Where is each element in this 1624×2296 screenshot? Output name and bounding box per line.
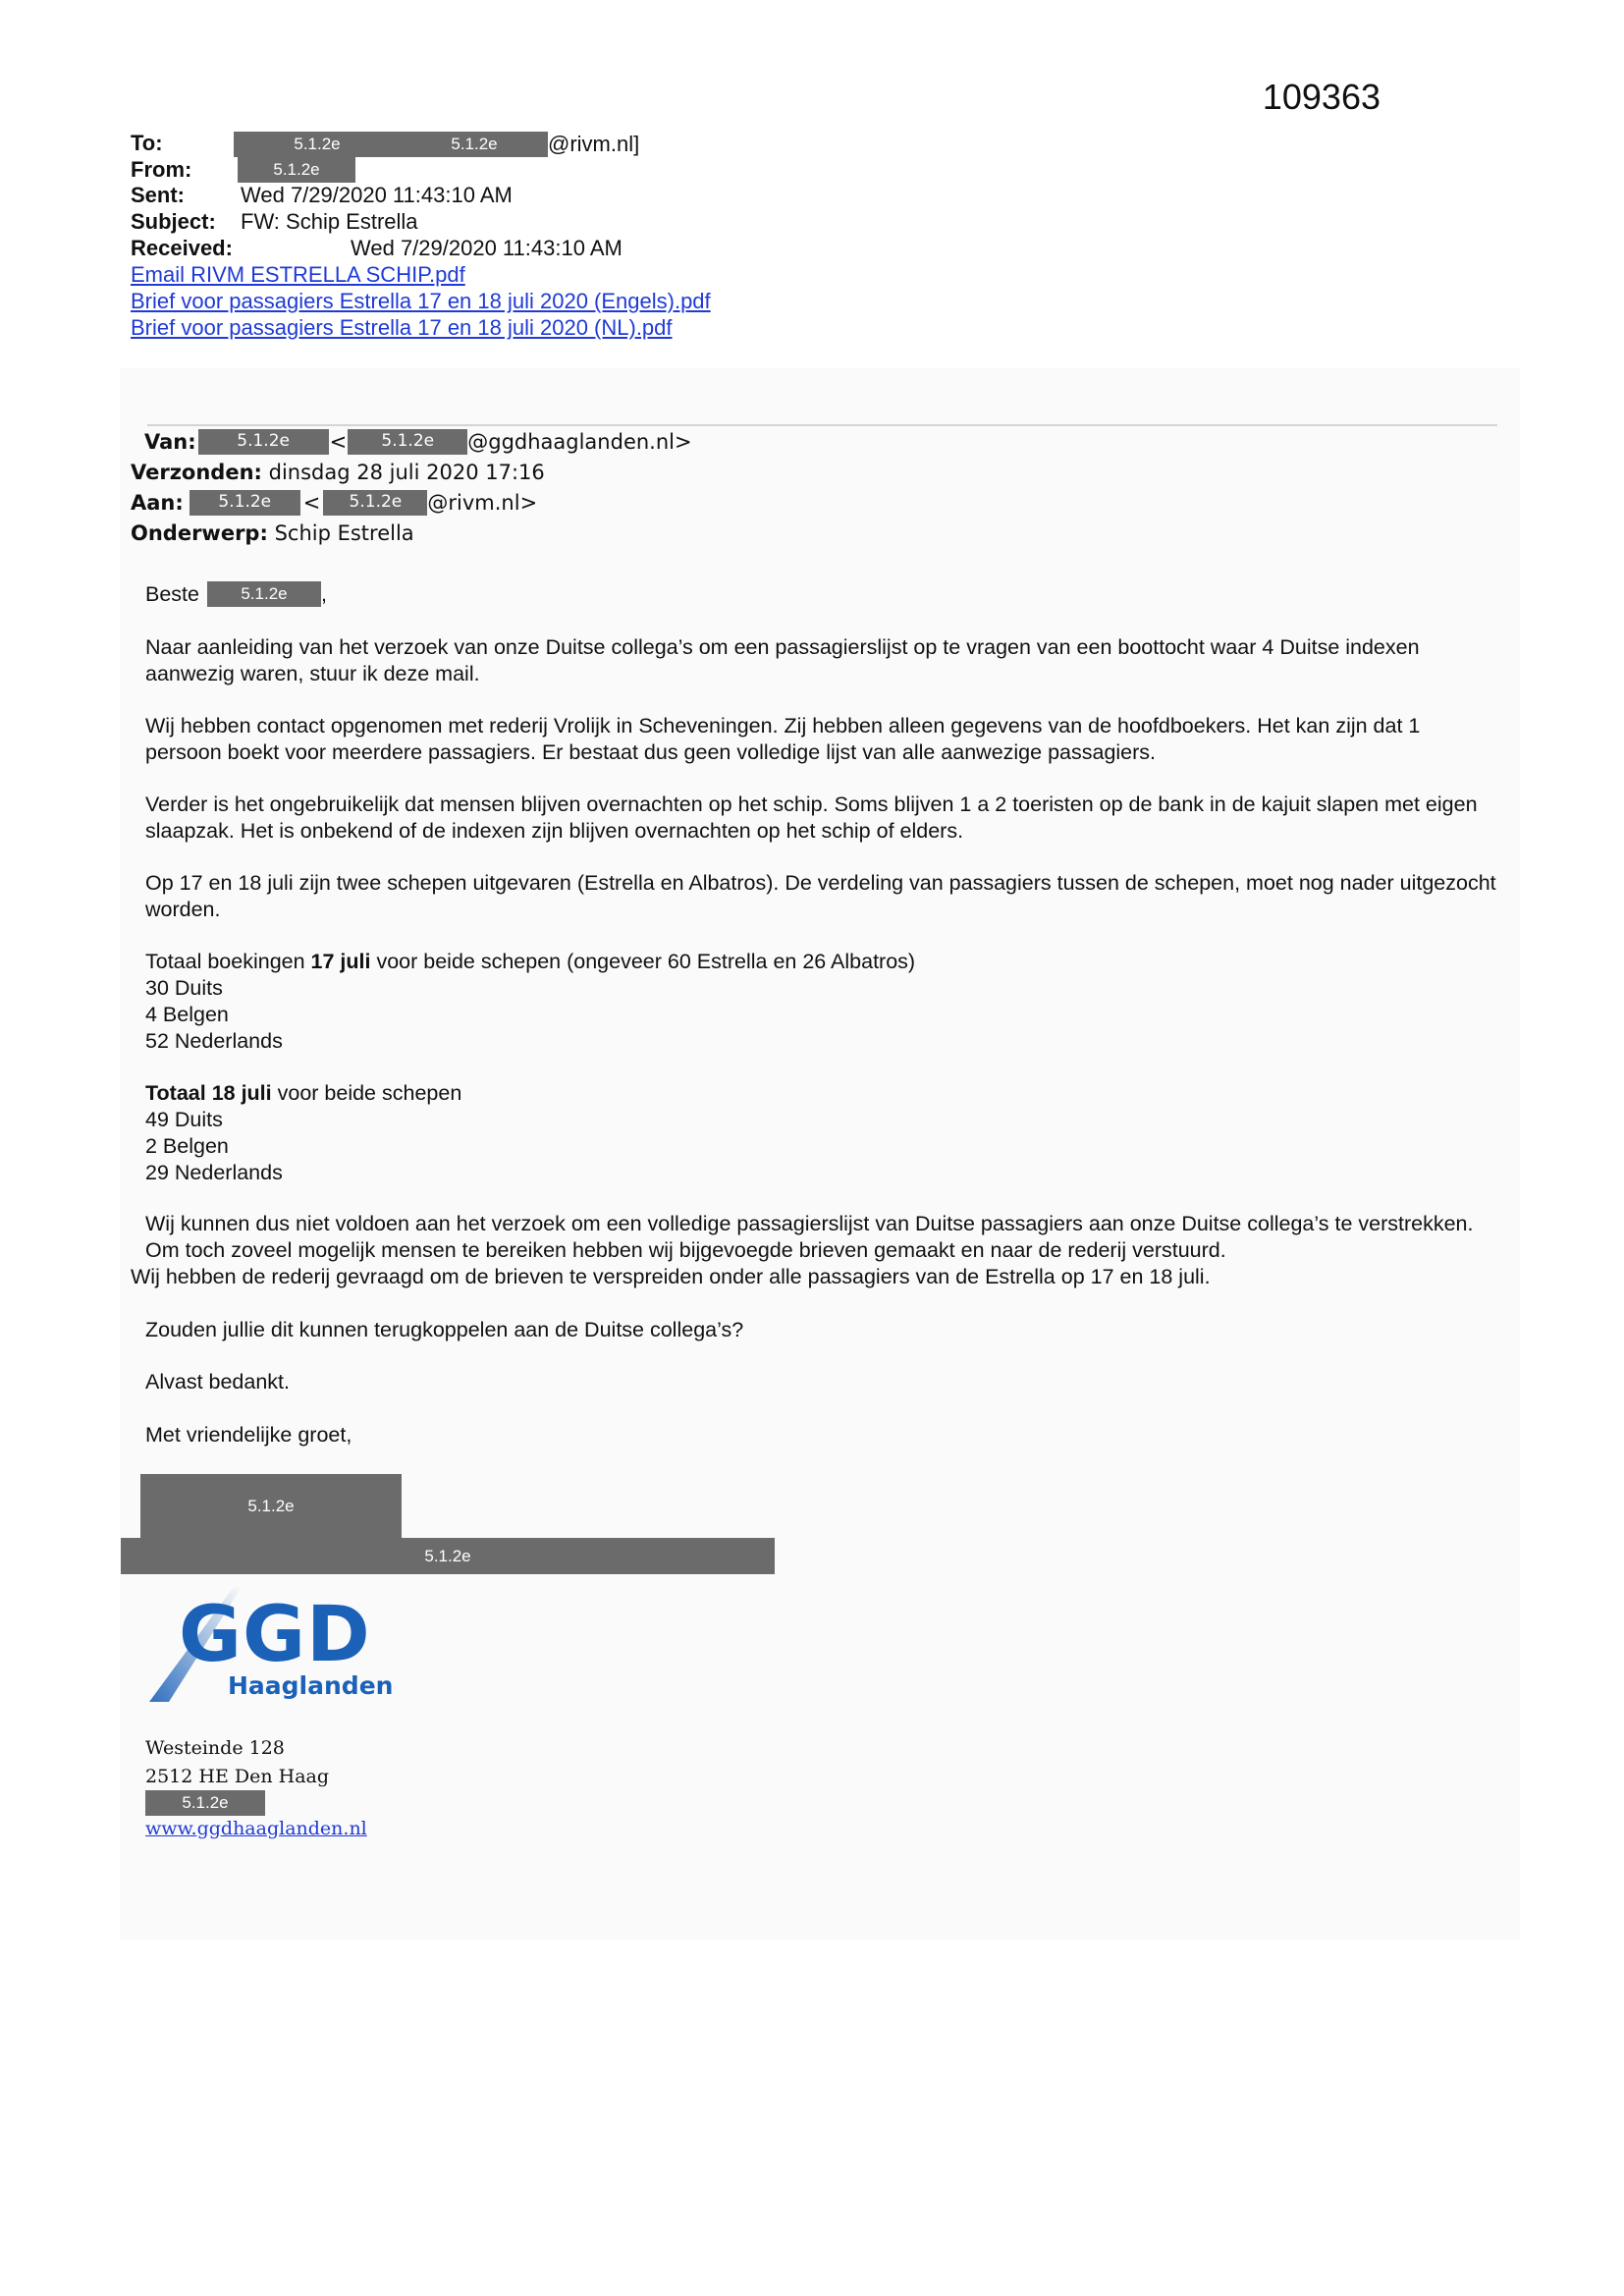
redaction-box: 5.1.2e <box>140 1474 402 1539</box>
document-number: 109363 <box>1262 77 1380 117</box>
to-domain: @rivm.nl] <box>548 132 640 156</box>
redaction-box: 5.1.2e <box>207 581 321 607</box>
aan-domain: @rivm.nl> <box>427 491 538 515</box>
verzonden-row <box>131 461 545 484</box>
aan-lt: < <box>302 491 321 515</box>
to-label: To: <box>131 131 163 155</box>
onderwerp-label: Onderwerp: <box>131 521 268 545</box>
header-separator <box>147 424 1497 426</box>
total-line: 29 Nederlands <box>145 1161 283 1184</box>
attachment-list <box>131 262 711 341</box>
aan-row <box>131 489 537 517</box>
paragraph-contact: Wij hebben contact opgenomen met rederij Vrolijk in Scheveningen. Zij hebben alleen gegevens van de hoofdboekers. Het kan zijn dat 1 persoon boekt voor meerdere passagiers. Er bestaat dus geen volledige lijst van alle aanwezige passagiers. <box>145 714 1421 764</box>
total-line: 49 Duits <box>145 1108 223 1131</box>
paragraph-ships: Op 17 en 18 juli zijn twee schepen uitgevaren (Estrella en Albatros). De verdeling van passagiers tussen de schepen, moet nog nader uitgezocht worden. <box>145 871 1496 921</box>
received-value: Wed 7/29/2020 11:43:10 AM <box>351 236 623 260</box>
closing: Met vriendelijke groet, <box>145 1423 352 1447</box>
attachment-link[interactable]: Brief voor passagiers Estrella 17 en 18 juli 2020 (Engels).pdf <box>131 289 711 313</box>
attachment-link[interactable]: Brief voor passagiers Estrella 17 en 18 juli 2020 (NL).pdf <box>131 315 673 340</box>
redaction-box: 5.1.2e <box>348 429 467 455</box>
paragraph-distribution: Wij hebben de rederij gevraagd om de brieven te verspreiden onder alle passagiers van de Estrella op 17 en 18 juli. <box>131 1265 1211 1288</box>
redaction-box: 5.1.2e <box>323 490 427 516</box>
outer-sent-row <box>131 183 185 208</box>
greeting-word: Beste <box>145 581 199 606</box>
van-label: Van: <box>144 430 196 454</box>
greeting-comma: , <box>320 581 327 606</box>
sent-label: Sent: <box>131 183 185 207</box>
from-value <box>238 157 355 181</box>
redaction-box: 5.1.2e <box>189 490 300 516</box>
ggd-haaglanden-logo <box>147 1579 403 1707</box>
from-label: From: <box>131 157 192 182</box>
paragraph-request: Naar aanleiding van het verzoek van onze Duitse collega’s om een passagierslijst op te vragen van een boottocht waar 4 Duitse indexen aanwezig waren, stuur ik deze mail. <box>145 635 1420 685</box>
subject-label: Subject: <box>131 209 216 234</box>
logo-subtitle: Haaglanden <box>228 1671 394 1700</box>
van-row <box>144 428 692 456</box>
signature-phone <box>145 1790 265 1816</box>
van-domain: @ggdhaaglanden.nl> <box>467 430 692 454</box>
aan-label: Aan: <box>131 491 184 515</box>
logo-mark: GGD <box>179 1591 371 1679</box>
to-value <box>234 131 639 158</box>
redaction-box: 5.1.2e <box>234 132 401 157</box>
signature-address <box>145 1734 329 1791</box>
total-line: 4 Belgen <box>145 1003 229 1026</box>
sent-value: Wed 7/29/2020 11:43:10 AM <box>241 183 513 207</box>
subject-value: FW: Schip Estrella <box>241 209 418 234</box>
outer-to-row <box>131 131 163 156</box>
greeting <box>145 580 1500 608</box>
paragraph-thanks: Alvast bedankt. <box>145 1370 291 1394</box>
address-street: Westeinde 128 <box>145 1737 285 1759</box>
redaction-box: 5.1.2e <box>401 132 548 157</box>
verzonden-value: dinsdag 28 juli 2020 17:16 <box>268 461 545 484</box>
redaction-box: 5.1.2e <box>145 1790 265 1816</box>
van-lt: < <box>329 430 348 454</box>
redaction-box: 5.1.2e <box>238 157 355 183</box>
outer-subject-row <box>131 209 216 235</box>
outer-from-row <box>131 157 191 183</box>
total-line: 30 Duits <box>145 976 223 1000</box>
website-link[interactable]: www.ggdhaaglanden.nl <box>145 1818 367 1839</box>
total-line: 52 Nederlands <box>145 1029 283 1053</box>
address-city: 2512 HE Den Haag <box>145 1766 330 1787</box>
paragraph-overnight: Verder is het ongebruikelijk dat mensen blijven overnachten op het schip. Soms blijven 1 a 2 toeristen op de bank in de kajuit slapen met eigen slaapzak. Het is onbekend of de indexen zijn blijven overnachten op het schip of elders. <box>145 793 1478 843</box>
verzonden-label: Verzonden: <box>131 461 262 484</box>
totals-17-juli: Totaal boekingen 17 juli voor beide schepen (ongeveer 60 Estrella en 26 Albatros) 30 Duits 4 Belgen 52 Nederlands <box>145 949 1500 1055</box>
onderwerp-value: Schip Estrella <box>274 521 414 545</box>
onderwerp-row <box>131 521 414 545</box>
redaction-box: 5.1.2e <box>121 1538 775 1574</box>
outer-received-row <box>131 236 233 261</box>
attachment-link[interactable]: Email RIVM ESTRELLA SCHIP.pdf <box>131 262 465 287</box>
received-label: Received: <box>131 236 233 260</box>
totals-18-juli: Totaal 18 juli voor beide schepen 49 Duits 2 Belgen 29 Nederlands <box>145 1080 1500 1186</box>
paragraph-conclusion: Wij kunnen dus niet voldoen aan het verzoek om een volledige passagierslijst van Duitse passagiers aan onze Duitse collega’s te verstrekken. Om toch zoveel mogelijk mensen te bereiken hebben wij bijgevoegde brieven gemaakt en naar de rederij verstuurd. <box>145 1212 1474 1262</box>
total-line: 2 Belgen <box>145 1134 229 1158</box>
redaction-box: 5.1.2e <box>198 429 329 455</box>
paragraph-question: Zouden jullie dit kunnen terugkoppelen aan de Duitse collega’s? <box>145 1318 744 1341</box>
